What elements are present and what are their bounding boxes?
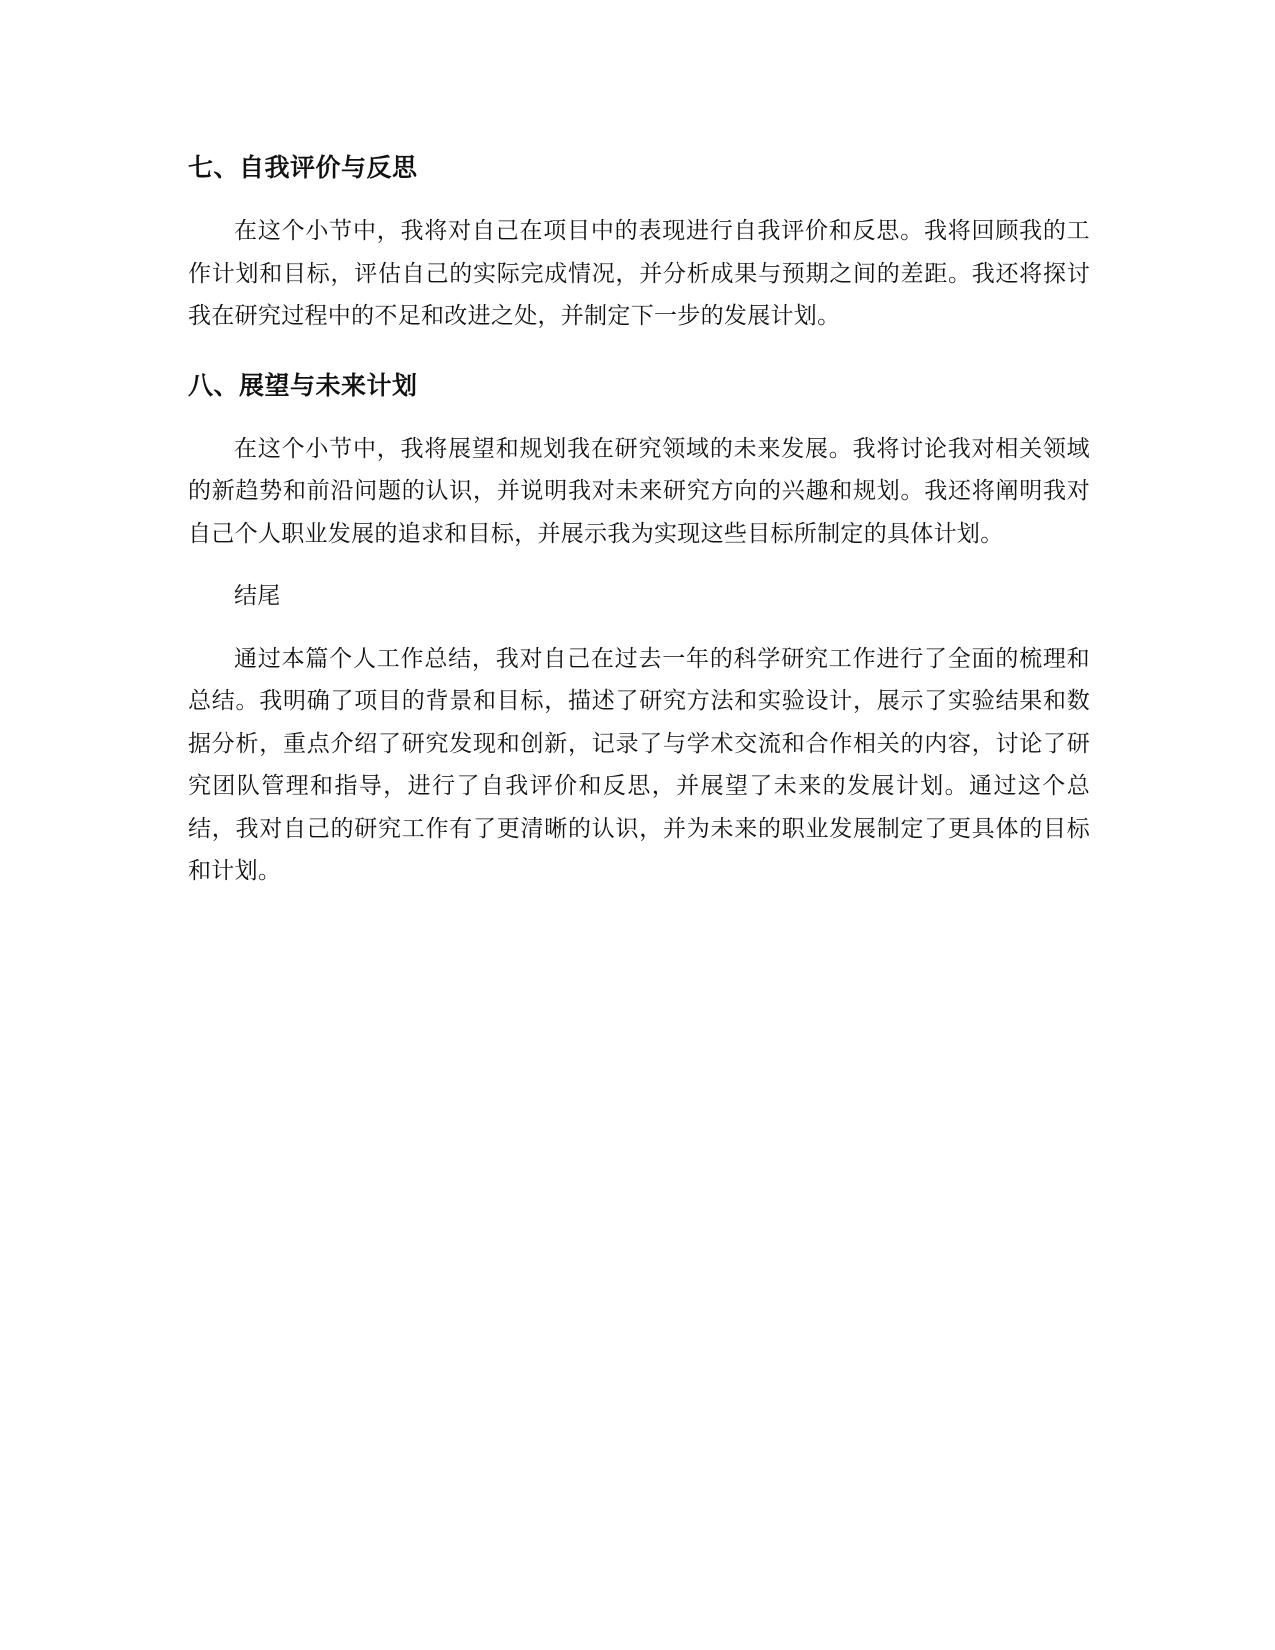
paragraph-ending-label: 结尾 [234, 583, 281, 609]
section-heading-future-plan: 八、展望与未来计划 [188, 370, 418, 400]
document-content [188, 148, 1090, 913]
paragraph-conclusion: 通过本篇个人工作总结，我对自己在过去一年的科学研究工作进行了全面的梳理和总结。我明确了项目的背景和目标，描述了研究方法和实验设计，展示了实验结果和数据分析，重点介绍了研究发现和创新，记录了与学术交流和合作相关的内容，讨论了研究团队管理和指导，进行了自我评价和反思，并展望了未来的发展计划。通过这个总结，我对自己的研究工作有了更清晰的认识，并为未来的职业发展制定了更具体的目标和计划。 [188, 645, 1090, 884]
paragraph-self-evaluation: 在这个小节中，我将对自己在项目中的表现进行自我评价和反思。我将回顾我的工作计划和目标，评估自己的实际完成情况，并分析成果与预期之间的差距。我还将探讨我在研究过程中的不足和改进之处，并制定下一步的发展计划。 [188, 218, 1090, 329]
section-heading-self-evaluation: 七、自我评价与反思 [188, 153, 418, 182]
paragraph-future-plan: 在这个小节中，我将展望和规划我在研究领域的未来发展。我将讨论我对相关领域的新趋势和前沿问题的认识，并说明我对未来研究方向的兴趣和规划。我还将阐明我对自己个人职业发展的追求和目标，并展示我为实现这些目标所制定的具体计划。 [188, 435, 1090, 547]
